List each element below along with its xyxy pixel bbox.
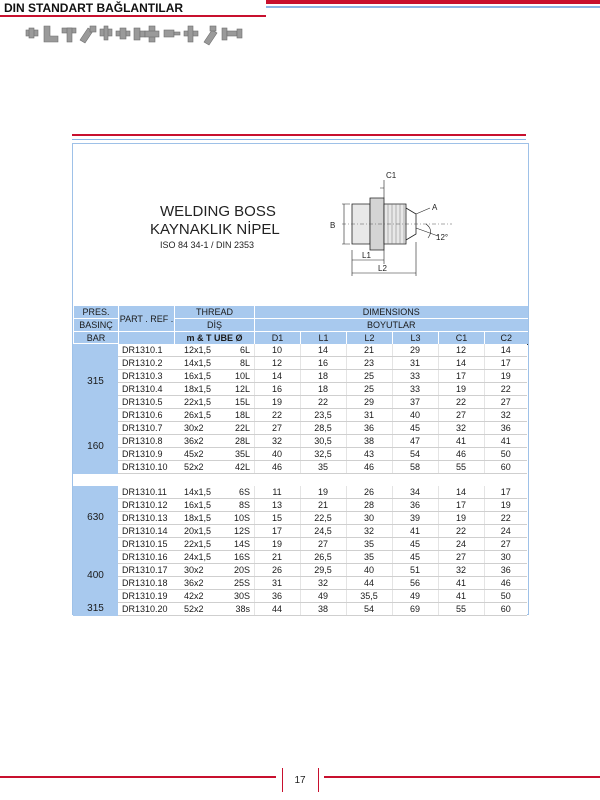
table-row xyxy=(73,498,527,511)
hdr-pres: PRES. xyxy=(74,306,119,319)
hdr-basinc: BASINÇ xyxy=(74,319,119,332)
c1-cell: 41 xyxy=(438,434,484,447)
hdr-boyutlar: BOYUTLAR xyxy=(255,319,528,332)
table-row xyxy=(73,356,527,369)
d1-cell: 44 xyxy=(254,602,300,615)
l3-cell: 41 xyxy=(392,524,438,537)
part-ref-cell: DR1310.17 xyxy=(118,563,174,576)
l2-cell: 43 xyxy=(346,447,392,460)
part-ref-cell: DR1310.20 xyxy=(118,602,174,615)
thread-cell xyxy=(174,511,254,524)
d1-cell: 13 xyxy=(254,498,300,511)
fitting-union-icon xyxy=(116,28,130,39)
l2-cell: 40 xyxy=(346,563,392,576)
c2-cell: 19 xyxy=(484,369,527,382)
l3-cell: 31 xyxy=(392,356,438,369)
l2-cell: 35 xyxy=(346,550,392,563)
d1-cell: 26 xyxy=(254,563,300,576)
l3-cell: 40 xyxy=(392,408,438,421)
fitting-adapter-icon xyxy=(100,26,112,40)
table-row xyxy=(73,421,527,434)
l2-cell: 23 xyxy=(346,356,392,369)
l3-cell: 49 xyxy=(392,589,438,602)
c1-cell: 46 xyxy=(438,447,484,460)
c1-cell: 22 xyxy=(438,524,484,537)
table-row xyxy=(73,524,527,537)
thread-cell xyxy=(174,550,254,563)
fitting-tee-icon xyxy=(62,28,76,42)
table-row xyxy=(73,382,527,395)
d1-cell: 19 xyxy=(254,537,300,550)
tube-code: 8S xyxy=(238,499,250,510)
thread-size: 18x1,5 xyxy=(184,512,212,523)
part-ref-cell: DR1310.15 xyxy=(118,537,174,550)
c1-cell: 27 xyxy=(438,550,484,563)
l1-cell: 38 xyxy=(300,602,346,615)
part-ref-cell: DR1310.18 xyxy=(118,576,174,589)
c2-cell: 50 xyxy=(484,447,527,460)
d1-cell: 32 xyxy=(254,434,300,447)
l3-cell: 39 xyxy=(392,511,438,524)
thread-cell xyxy=(174,408,254,421)
pressure-bar-cell: 315 xyxy=(73,602,118,615)
pressure-bar-cell: 315 xyxy=(73,344,118,422)
c1-cell: 17 xyxy=(438,498,484,511)
tube-code: 6S xyxy=(238,486,250,497)
l1-cell: 49 xyxy=(300,589,346,602)
c2-cell: 27 xyxy=(484,395,527,408)
thread-size: 45x2 xyxy=(184,448,204,459)
thread-cell xyxy=(174,356,254,369)
l3-cell: 54 xyxy=(392,447,438,460)
d1-cell: 15 xyxy=(254,511,300,524)
label-angle: 12° xyxy=(436,233,449,242)
tube-code: 15L xyxy=(234,396,250,407)
welding-boss-drawing xyxy=(322,166,472,282)
c2-cell: 41 xyxy=(484,434,527,447)
l1-cell: 29,5 xyxy=(300,563,346,576)
c1-cell: 19 xyxy=(438,511,484,524)
tube-code: 12L xyxy=(234,383,250,394)
part-ref-cell: DR1310.14 xyxy=(118,524,174,537)
d1-cell: 22 xyxy=(254,408,300,421)
hdr-tube: m & T UBE Ø xyxy=(175,332,255,345)
l2-cell: 28 xyxy=(346,498,392,511)
c2-cell: 19 xyxy=(484,498,527,511)
c1-cell: 32 xyxy=(438,563,484,576)
d1-cell: 17 xyxy=(254,524,300,537)
section-red-rule xyxy=(72,134,526,136)
thread-cell xyxy=(174,447,254,460)
c2-cell: 50 xyxy=(484,589,527,602)
c2-cell: 27 xyxy=(484,537,527,550)
tube-code: 25S xyxy=(233,577,250,588)
thread-cell xyxy=(174,344,254,357)
c2-cell: 17 xyxy=(484,356,527,369)
hdr-dimensions: DIMENSIONS xyxy=(255,306,528,319)
spec-table-header xyxy=(73,306,528,345)
table-row xyxy=(73,434,527,447)
product-name-tr: KAYNAKLIK NİPEL xyxy=(150,221,280,238)
l2-cell: 29 xyxy=(346,395,392,408)
tube-code: 42L xyxy=(234,461,250,472)
d1-cell: 14 xyxy=(254,369,300,382)
part-ref-cell: DR1310.11 xyxy=(118,486,174,499)
table-row xyxy=(73,550,527,563)
tube-code: 20S xyxy=(233,564,250,575)
c1-cell: 32 xyxy=(438,421,484,434)
product-name-en: WELDING BOSS xyxy=(160,203,276,220)
c1-cell: 17 xyxy=(438,369,484,382)
c1-cell: 14 xyxy=(438,486,484,499)
c2-cell: 14 xyxy=(484,344,527,357)
fitting-swivel-icon xyxy=(222,28,242,40)
d1-cell: 40 xyxy=(254,447,300,460)
tube-code: 35L xyxy=(234,448,250,459)
l3-cell: 45 xyxy=(392,421,438,434)
fitting-bulkhead-icon xyxy=(145,26,159,42)
d1-cell: 11 xyxy=(254,486,300,499)
thread-cell xyxy=(174,576,254,589)
l1-cell: 30,5 xyxy=(300,434,346,447)
pressure-bar-cell: 400 xyxy=(73,550,118,602)
l3-cell: 45 xyxy=(392,550,438,563)
thread-size: 12x1,5 xyxy=(184,344,212,355)
l1-cell: 21 xyxy=(300,498,346,511)
l3-cell: 29 xyxy=(392,344,438,357)
header-blue-rule xyxy=(266,6,600,8)
hdr-bar: BAR xyxy=(74,332,119,345)
table-row xyxy=(73,408,527,421)
fitting-45-elbow-icon xyxy=(80,26,96,43)
table-row xyxy=(73,576,527,589)
c2-cell: 24 xyxy=(484,524,527,537)
d1-cell: 31 xyxy=(254,576,300,589)
d1-cell: 19 xyxy=(254,395,300,408)
fitting-straight-icon xyxy=(26,28,38,38)
hdr-col-c1: C1 xyxy=(439,332,485,345)
table-row xyxy=(73,344,527,357)
c1-cell: 55 xyxy=(438,460,484,473)
part-ref-cell: DR1310.6 xyxy=(118,408,174,421)
thread-size: 14x1,5 xyxy=(184,486,212,497)
thread-size: 26x1,5 xyxy=(184,409,212,420)
hdr-col-d1: D1 xyxy=(255,332,301,345)
label-l2: L2 xyxy=(378,264,387,273)
l2-cell: 31 xyxy=(346,408,392,421)
l3-cell: 36 xyxy=(392,498,438,511)
thread-size: 30x2 xyxy=(184,422,204,433)
c2-cell: 32 xyxy=(484,408,527,421)
l1-cell: 35 xyxy=(300,460,346,473)
l3-cell: 47 xyxy=(392,434,438,447)
part-ref-cell: DR1310.1 xyxy=(118,344,174,357)
thread-cell xyxy=(174,524,254,537)
c2-cell: 60 xyxy=(484,460,527,473)
tube-code: 10S xyxy=(233,512,250,523)
page-number: 17 xyxy=(294,775,306,786)
page-header xyxy=(0,0,600,20)
thread-cell xyxy=(174,486,254,499)
l1-cell: 18 xyxy=(300,369,346,382)
thread-size: 52x2 xyxy=(184,603,204,614)
hdr-thread: THREAD xyxy=(175,306,255,319)
table-row xyxy=(73,447,527,460)
l1-cell: 19 xyxy=(300,486,346,499)
l2-cell: 32 xyxy=(346,524,392,537)
l1-cell: 26,5 xyxy=(300,550,346,563)
part-ref-cell: DR1310.5 xyxy=(118,395,174,408)
l3-cell: 34 xyxy=(392,486,438,499)
thread-size: 16x1,5 xyxy=(184,499,212,510)
l3-cell: 56 xyxy=(392,576,438,589)
l1-cell: 14 xyxy=(300,344,346,357)
thread-cell xyxy=(174,602,254,615)
c1-cell: 27 xyxy=(438,408,484,421)
c1-cell: 55 xyxy=(438,602,484,615)
thread-size: 36x2 xyxy=(184,577,204,588)
l2-cell: 38 xyxy=(346,434,392,447)
tube-code: 30S xyxy=(233,590,250,601)
l2-cell: 21 xyxy=(346,344,392,357)
thread-cell xyxy=(174,537,254,550)
part-ref-cell: DR1310.9 xyxy=(118,447,174,460)
c1-cell: 41 xyxy=(438,589,484,602)
l2-cell: 54 xyxy=(346,602,392,615)
table-row xyxy=(73,395,527,408)
tube-code: 16S xyxy=(233,551,250,562)
thread-size: 16x1,5 xyxy=(184,370,212,381)
tube-code: 6L xyxy=(239,344,250,355)
l3-cell: 58 xyxy=(392,460,438,473)
c2-cell: 46 xyxy=(484,576,527,589)
l1-cell: 22,5 xyxy=(300,511,346,524)
d1-cell: 36 xyxy=(254,589,300,602)
header-red-rule xyxy=(266,0,600,4)
l1-cell: 23,5 xyxy=(300,408,346,421)
hdr-col-l1: L1 xyxy=(301,332,347,345)
table-row xyxy=(73,460,527,473)
d1-cell: 16 xyxy=(254,382,300,395)
thread-size: 52x2 xyxy=(184,461,204,472)
table-row xyxy=(73,369,527,382)
thread-size: 14x1,5 xyxy=(184,357,212,368)
c2-cell: 17 xyxy=(484,486,527,499)
tube-code: 22L xyxy=(234,422,250,433)
thread-cell xyxy=(174,434,254,447)
label-c1: C1 xyxy=(386,171,397,180)
l1-cell: 27 xyxy=(300,537,346,550)
fitting-reducer-icon xyxy=(164,30,180,37)
thread-size: 20x1,5 xyxy=(184,525,212,536)
l3-cell: 45 xyxy=(392,537,438,550)
l1-cell: 28,5 xyxy=(300,421,346,434)
label-b: B xyxy=(330,221,336,230)
d1-cell: 46 xyxy=(254,460,300,473)
l1-cell: 24,5 xyxy=(300,524,346,537)
thread-size: 22x1,5 xyxy=(184,396,212,407)
tube-code: 10L xyxy=(234,370,250,381)
hdr-col-c2: C2 xyxy=(485,332,528,345)
product-standard: ISO 84 34-1 / DIN 2353 xyxy=(160,240,255,250)
part-ref-cell: DR1310.16 xyxy=(118,550,174,563)
l2-cell: 46 xyxy=(346,460,392,473)
hdr-dis: DİŞ xyxy=(175,319,255,332)
l3-cell: 69 xyxy=(392,602,438,615)
c2-cell: 22 xyxy=(484,511,527,524)
part-ref-cell: DR1310.10 xyxy=(118,460,174,473)
tube-code: 12S xyxy=(233,525,250,536)
c2-cell: 22 xyxy=(484,382,527,395)
tube-code: 14S xyxy=(233,538,250,549)
c1-cell: 14 xyxy=(438,356,484,369)
fitting-45-tee-icon xyxy=(204,26,217,45)
part-ref-cell: DR1310.13 xyxy=(118,511,174,524)
tube-code: 18L xyxy=(234,409,250,420)
part-ref-cell: DR1310.4 xyxy=(118,382,174,395)
l2-cell: 25 xyxy=(346,382,392,395)
fitting-cross-icon xyxy=(184,26,198,42)
l2-cell: 26 xyxy=(346,486,392,499)
l2-cell: 44 xyxy=(346,576,392,589)
part-ref-cell: DR1310.19 xyxy=(118,589,174,602)
l1-cell: 32 xyxy=(300,576,346,589)
part-ref-cell: DR1310.7 xyxy=(118,421,174,434)
c2-cell: 36 xyxy=(484,421,527,434)
fittings-thumbnail-strip xyxy=(24,22,246,46)
part-ref-cell: DR1310.2 xyxy=(118,356,174,369)
l3-cell: 51 xyxy=(392,563,438,576)
c1-cell: 41 xyxy=(438,576,484,589)
part-ref-cell: DR1310.12 xyxy=(118,498,174,511)
thread-cell xyxy=(174,460,254,473)
table-row xyxy=(73,602,527,615)
thread-cell xyxy=(174,589,254,602)
d1-cell: 27 xyxy=(254,421,300,434)
section-blue-rule xyxy=(72,139,526,140)
hdr-part-ref: PART . REF . xyxy=(119,306,175,332)
fitting-elbow-icon xyxy=(44,26,58,42)
l1-cell: 16 xyxy=(300,356,346,369)
section-title: DIN STANDART BAĞLANTILAR xyxy=(0,0,266,17)
c1-cell: 19 xyxy=(438,382,484,395)
c1-cell: 22 xyxy=(438,395,484,408)
l2-cell: 35 xyxy=(346,537,392,550)
tube-code: 38s xyxy=(235,603,250,614)
table-row xyxy=(73,589,527,602)
table-row xyxy=(73,563,527,576)
table-row xyxy=(73,486,527,499)
l2-cell: 35,5 xyxy=(346,589,392,602)
tube-code: 28L xyxy=(234,435,250,446)
thread-cell xyxy=(174,395,254,408)
c2-cell: 60 xyxy=(484,602,527,615)
pressure-bar-cell: 630 xyxy=(73,486,118,551)
thread-cell xyxy=(174,498,254,511)
l1-cell: 18 xyxy=(300,382,346,395)
thread-size: 30x2 xyxy=(184,564,204,575)
thread-size: 42x2 xyxy=(184,590,204,601)
spec-table-group-l xyxy=(73,343,527,474)
l3-cell: 37 xyxy=(392,395,438,408)
l1-cell: 32,5 xyxy=(300,447,346,460)
l3-cell: 33 xyxy=(392,382,438,395)
spec-table-group-s xyxy=(73,485,527,616)
table-row xyxy=(73,511,527,524)
fitting-plug-icon xyxy=(134,28,145,40)
hdr-col-l3: L3 xyxy=(393,332,439,345)
label-a: A xyxy=(432,203,438,212)
part-ref-cell: DR1310.3 xyxy=(118,369,174,382)
d1-cell: 21 xyxy=(254,550,300,563)
c1-cell: 24 xyxy=(438,537,484,550)
thread-cell xyxy=(174,563,254,576)
l2-cell: 36 xyxy=(346,421,392,434)
table-row xyxy=(73,537,527,550)
thread-size: 36x2 xyxy=(184,435,204,446)
l2-cell: 25 xyxy=(346,369,392,382)
thread-cell xyxy=(174,421,254,434)
thread-size: 24x1,5 xyxy=(184,551,212,562)
l1-cell: 22 xyxy=(300,395,346,408)
c2-cell: 30 xyxy=(484,550,527,563)
l3-cell: 33 xyxy=(392,369,438,382)
thread-size: 18x1,5 xyxy=(184,383,212,394)
pressure-bar-cell: 160 xyxy=(73,421,118,473)
c1-cell: 12 xyxy=(438,344,484,357)
part-ref-cell: DR1310.8 xyxy=(118,434,174,447)
l2-cell: 30 xyxy=(346,511,392,524)
thread-cell xyxy=(174,369,254,382)
label-l1: L1 xyxy=(362,251,371,260)
thread-cell xyxy=(174,382,254,395)
d1-cell: 12 xyxy=(254,356,300,369)
c2-cell: 36 xyxy=(484,563,527,576)
hdr-col-l2: L2 xyxy=(347,332,393,345)
d1-cell: 10 xyxy=(254,344,300,357)
thread-size: 22x1,5 xyxy=(184,538,212,549)
tube-code: 8L xyxy=(239,357,250,368)
